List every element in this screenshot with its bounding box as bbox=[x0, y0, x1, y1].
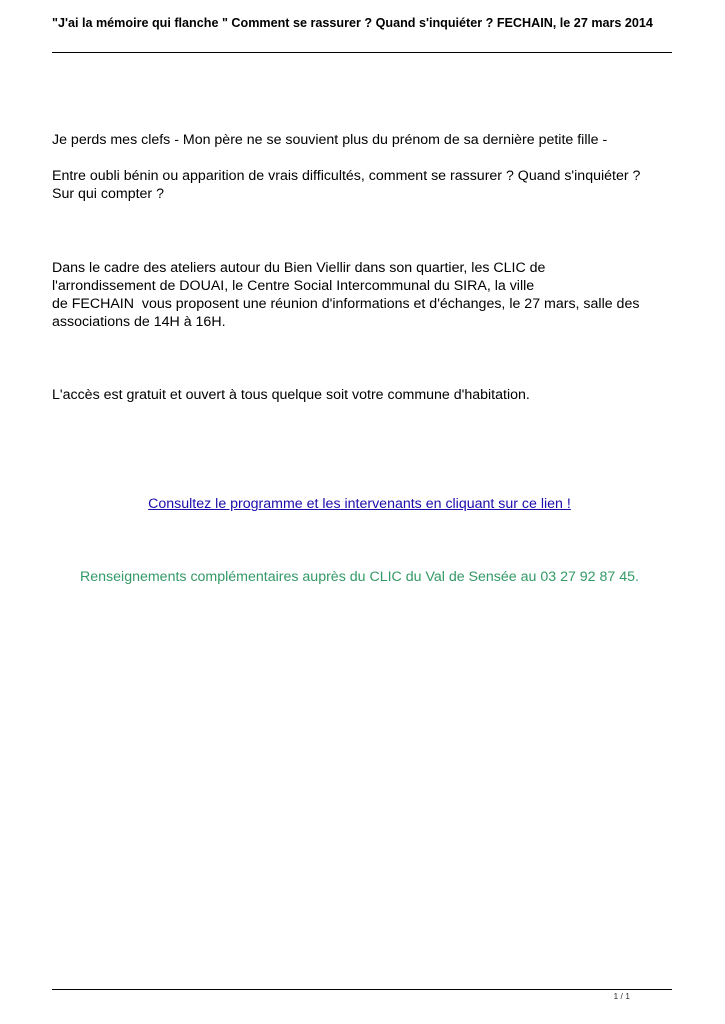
question-paragraph bbox=[52, 167, 672, 203]
header-rule bbox=[52, 52, 672, 53]
access-paragraph bbox=[52, 386, 672, 404]
event-line-3: de FECHAIN vous proposent une réunion d'informations et d'échanges, le 27 mars, salle des bbox=[52, 296, 640, 312]
access-text: L'accès est gratuit et ouvert à tous quelque soit votre commune d'habitation. bbox=[52, 387, 530, 403]
question-line-2: Sur qui compter ? bbox=[52, 186, 164, 202]
footer-rule bbox=[52, 989, 672, 990]
event-line-1: Dans le cadre des ateliers autour du Bien Viellir dans son quartier, les CLIC de bbox=[52, 260, 546, 276]
document-title: "J'ai la mémoire qui flanche " Comment se rassurer ? Quand s'inquiéter ? FECHAIN, le 27 mars 2014 bbox=[52, 16, 653, 30]
intro-paragraph bbox=[52, 131, 672, 149]
event-line-4: associations de 14H à 16H. bbox=[52, 314, 226, 330]
page-number: 1 / 1 bbox=[613, 991, 630, 1001]
program-link[interactable]: Consultez le programme et les intervenants en cliquant sur ce lien ! bbox=[148, 496, 571, 512]
event-line-2: l'arrondissement de DOUAI, le Centre Social Intercommunal du SIRA, la ville bbox=[52, 278, 535, 294]
contact-info: Renseignements complémentaires auprès du CLIC du Val de Sensée au 03 27 92 87 45. bbox=[80, 569, 639, 585]
event-paragraph bbox=[52, 259, 672, 331]
question-line-1: Entre oubli bénin ou apparition de vrais difficultés, comment se rassurer ? Quand s'inquiéter ? bbox=[52, 168, 641, 184]
intro-text: Je perds mes clefs - Mon père ne se souvient plus du prénom de sa dernière petite fille - bbox=[52, 132, 608, 148]
